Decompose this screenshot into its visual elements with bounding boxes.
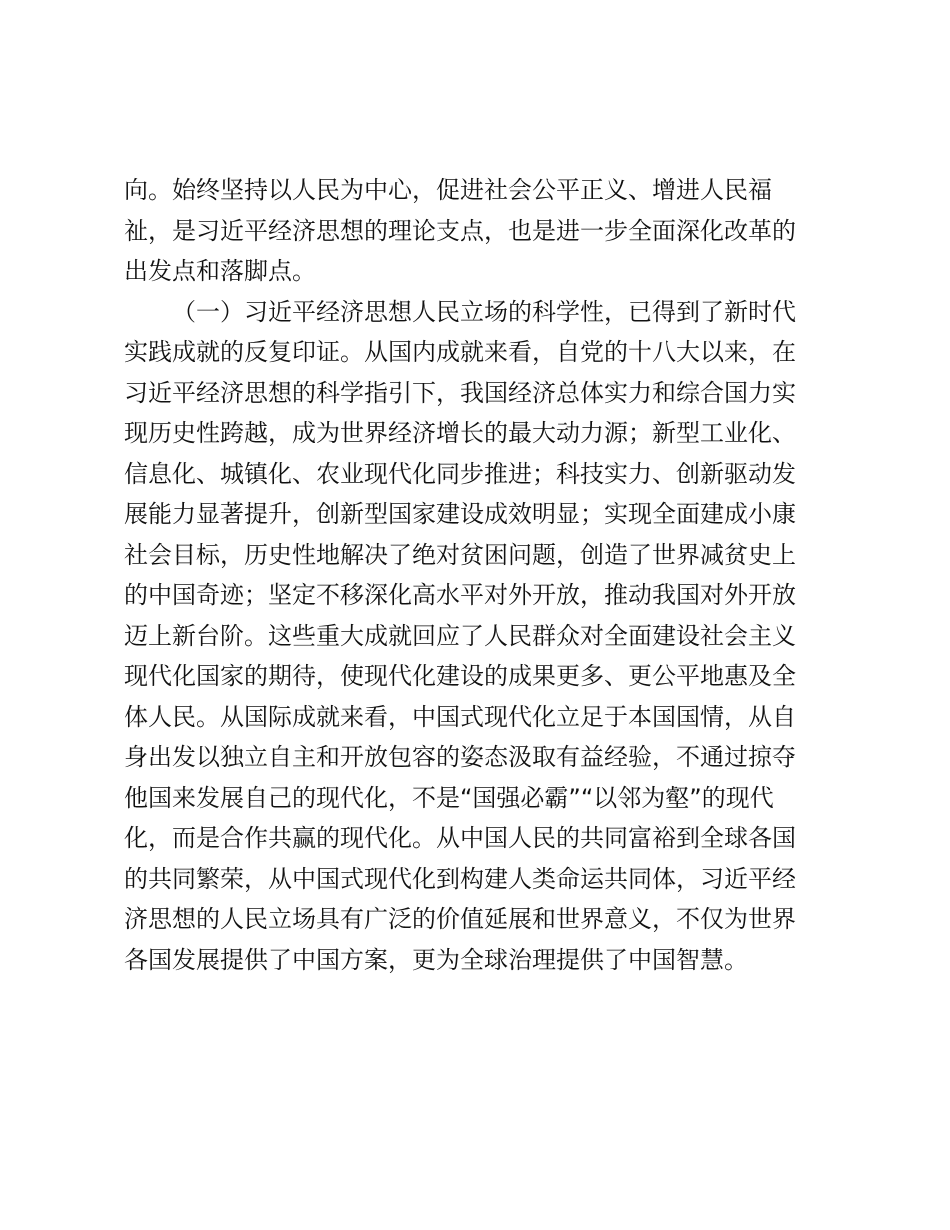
- text-line: 社会目标，历史性地解决了绝对贫困问题，创造了世界减贫史上: [124, 540, 796, 569]
- text-line: 出发点和落脚点。: [124, 257, 316, 285]
- text-line: 信息化、城镇化、农业现代化同步推进；科技实力、创新驱动发: [124, 459, 796, 488]
- text-line: 现代化国家的期待，使现代化建设的成果更多、更公平地惠及全: [124, 662, 796, 690]
- text-line: 实践成就的反复印证。从国内成就来看，自党的十八大以来，在: [124, 338, 796, 366]
- text-line: 各国发展提供了中国方案，更为全球治理提供了中国智慧。: [124, 945, 748, 974]
- section-heading-line: （一）习近平经济思想人民立场的科学性，已得到了新时代: [172, 297, 796, 326]
- text-line: 的中国奇迹；坚定不移深化高水平对外开放，推动我国对外开放: [124, 581, 796, 609]
- text-line: 现历史性跨越，成为世界经济增长的最大动力源；新型工业化、: [124, 419, 796, 447]
- text-line: 体人民。从国际成就来看，中国式现代化立足于本国国情，从自: [124, 702, 796, 731]
- text-line: 展能力显著提升，创新型国家建设成效明显；实现全面建成小康: [124, 500, 796, 528]
- text-line: 身出发以独立自主和开放包容的姿态汲取有益经验，不通过掠夺: [124, 743, 796, 771]
- text-line: 他国来发展自己的现代化，不是“国强必霸”“以邻为壑”的现代: [124, 783, 774, 812]
- body-text: [124, 170, 834, 980]
- text-line: 祉，是习近平经济思想的理论支点，也是进一步全面深化改革的: [124, 216, 796, 245]
- text-line: 化，而是合作共赢的现代化。从中国人民的共同富裕到全球各国: [124, 824, 796, 852]
- text-line: 济思想的人民立场具有广泛的价值延展和世界意义，不仅为世界: [124, 905, 796, 933]
- text-line: 习近平经济思想的科学指引下，我国经济总体实力和综合国力实: [124, 378, 796, 407]
- text-line: 向。始终坚持以人民为中心，促进社会公平正义、增进人民福: [124, 176, 772, 204]
- text-line: 迈上新台阶。这些重大成就回应了人民群众对全面建设社会主义: [124, 621, 796, 650]
- text-line: 的共同繁荣，从中国式现代化到构建人类命运共同体，习近平经: [124, 864, 796, 893]
